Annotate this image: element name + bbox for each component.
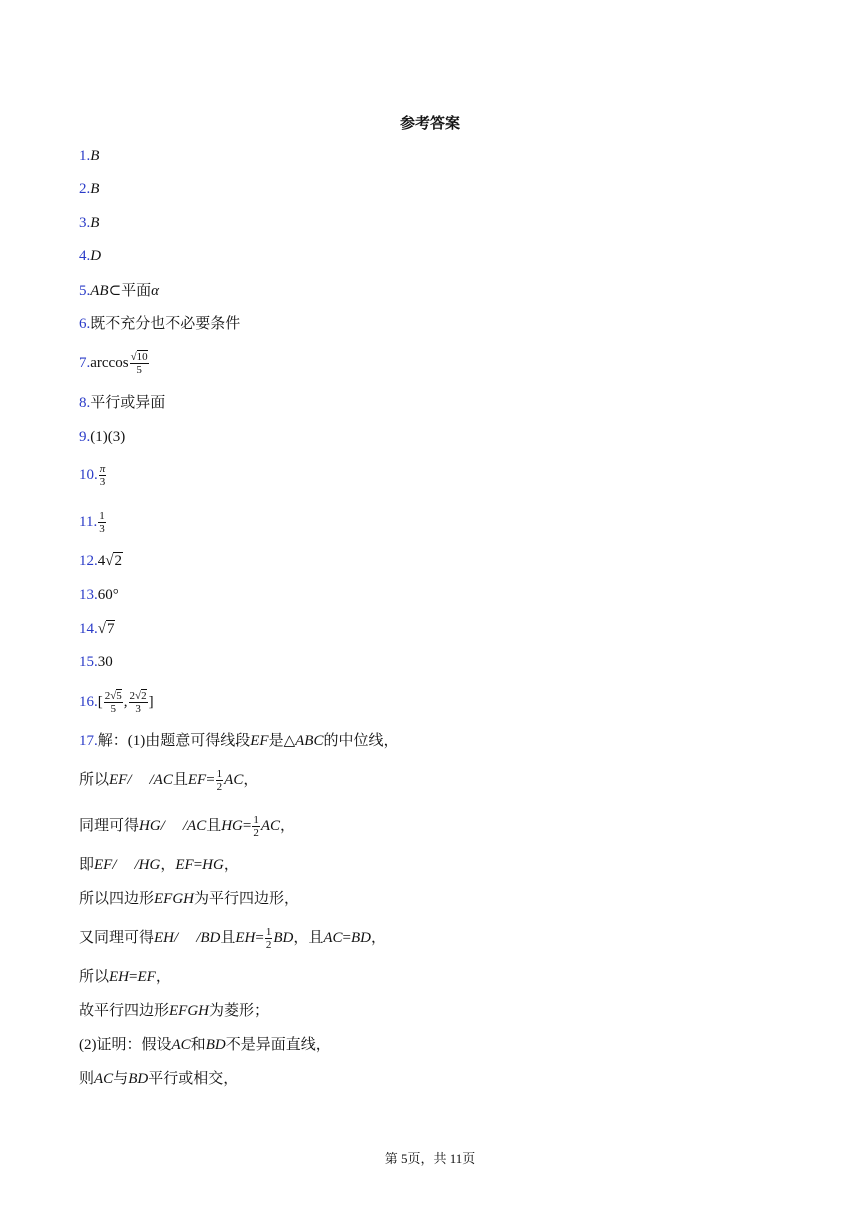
math-var: /BD (196, 930, 221, 946)
answer-16 (79, 686, 154, 718)
fraction-denominator: 3 (135, 702, 141, 715)
fraction (99, 463, 107, 488)
solution-text: 的中位线， (323, 733, 399, 749)
solution-text: 平行或相交， (148, 1071, 239, 1087)
radicand: 5 (116, 689, 122, 702)
math-var: EF (175, 857, 194, 873)
math-var: EF (187, 772, 207, 788)
solution-text: 且 (206, 818, 222, 834)
answer-8 (79, 392, 165, 414)
solution-text: 解：(1)由题意可得线段 (97, 733, 251, 749)
solution-text: 又同理可得 (79, 930, 155, 946)
fraction-denominator: 2 (265, 938, 272, 951)
fraction: $\frac{2√5}{5}$ (104, 689, 122, 715)
math-var: HG (221, 818, 243, 834)
answer-2 (79, 178, 99, 200)
math-var: EFGH (154, 891, 195, 907)
math-var: EF/ (109, 772, 132, 788)
math-var: EH (109, 969, 130, 985)
answer-11 (79, 507, 107, 537)
answer-number: 3. (79, 215, 91, 231)
math-var: /AC (149, 772, 173, 788)
math-var: /AC (182, 818, 207, 834)
answer-14 (79, 618, 115, 640)
answer-number: 15. (79, 654, 98, 670)
answer-var: α (151, 283, 160, 299)
math-var: BD (351, 930, 371, 946)
solution-text: ， (160, 857, 176, 873)
math-var: HG (202, 857, 224, 873)
fraction-numerator: 1 (99, 509, 105, 522)
math-var: EF (137, 969, 156, 985)
math-var: EF (250, 733, 269, 749)
bracket-open: [ (97, 694, 103, 710)
answer-value: 既不充分也不必要条件 (90, 316, 241, 332)
answer-number: 12. (79, 553, 98, 569)
solution-text: 同理可得 (79, 818, 140, 834)
solution-text: 不是异面直线， (225, 1037, 331, 1053)
solution-text: ， (223, 857, 239, 873)
fraction-coef: 2 (104, 689, 111, 702)
answer-value: 60° (97, 587, 119, 603)
answer-6 (79, 313, 240, 335)
solution-text: 为菱形； (209, 1003, 270, 1019)
answer-text: ⊂平面 (108, 283, 152, 299)
math-var: EF/ (94, 857, 117, 873)
answer-number: 8. (79, 395, 91, 411)
solution-text: ， (243, 772, 259, 788)
answer-number: 9. (79, 429, 91, 445)
fraction (216, 768, 224, 793)
page-footer: 第 5页，共 11页 (384, 1151, 476, 1166)
answer-1 (79, 145, 99, 167)
solution-text: ， (155, 969, 171, 985)
fraction-numerator: 1 (253, 813, 259, 826)
equals-sign: = (242, 818, 252, 834)
answer-number: 7. (79, 355, 91, 371)
math-var: BD (128, 1071, 149, 1087)
fraction-numerator: 1 (216, 767, 223, 780)
math-var: BD (205, 1037, 226, 1053)
page-title: 参考答案 (399, 114, 460, 132)
answer-value: B (90, 181, 100, 197)
answer-3 (79, 212, 99, 234)
math-var: EH/ (154, 930, 179, 946)
math-var: AC (94, 1071, 114, 1087)
answer-number: 4. (79, 248, 91, 264)
answer-number: 10. (79, 467, 98, 483)
fraction (98, 510, 106, 535)
math-var: EH (235, 930, 256, 946)
solution-line-5 (79, 888, 299, 910)
solution-text: 即 (79, 857, 95, 873)
separator: , (123, 694, 128, 710)
equals-sign: = (193, 857, 203, 873)
solution-text: 则 (79, 1071, 95, 1087)
answer-number: 6. (79, 316, 91, 332)
answer-value: B (90, 148, 100, 164)
solution-text: ， (280, 818, 296, 834)
solution-line-8 (79, 1000, 269, 1022)
equals-sign: = (206, 772, 215, 788)
solution-text: 且 (172, 772, 188, 788)
solution-text: ， (371, 930, 387, 946)
solution-text: 所以 (79, 969, 110, 985)
math-var: AC (323, 930, 343, 946)
fraction-denominator: 2 (216, 780, 223, 793)
fraction: $\frac{2√2}{3}$ (129, 689, 147, 715)
solution-text: 所以 (79, 772, 110, 788)
math-var: ABC (295, 733, 324, 749)
solution-line-3 (79, 810, 295, 842)
answer-12 (79, 550, 123, 572)
equals-sign: = (255, 930, 264, 946)
solution-line-4 (79, 854, 239, 876)
answer-10 (79, 460, 107, 490)
solution-text: 和 (190, 1037, 206, 1053)
answer-number: 17. (79, 733, 98, 749)
fraction: $\frac{√10}{5}$ (130, 350, 148, 376)
fraction-denominator: 5 (136, 363, 142, 376)
math-var: HG/ (139, 818, 165, 834)
solution-line-1 (79, 730, 398, 752)
solution-text: (2)证明：假设 (79, 1037, 172, 1053)
answer-9 (79, 426, 125, 448)
solution-line-9 (79, 1034, 331, 1056)
answer-number: 1. (79, 148, 91, 164)
math-var: AC (260, 818, 281, 834)
solution-line-6 (79, 922, 386, 954)
answer-value: B (90, 215, 100, 231)
solution-text: 所以四边形 (79, 891, 155, 907)
solution-text: 故平行四边形 (79, 1003, 170, 1019)
fraction-numerator: π (99, 462, 106, 475)
equals-sign: = (342, 930, 351, 946)
answer-number: 11. (79, 514, 98, 530)
bracket-close: ] (148, 694, 154, 710)
answer-5 (79, 280, 159, 302)
solution-text: 与 (113, 1071, 129, 1087)
answer-number: 16. (79, 694, 98, 710)
solution-line-10 (79, 1068, 238, 1090)
math-var: EFGH (169, 1003, 210, 1019)
fraction (252, 814, 260, 839)
answer-4 (79, 245, 101, 267)
answer-number: 14. (79, 621, 98, 637)
fraction-numerator: 1 (265, 925, 272, 938)
fraction-denominator: 3 (99, 522, 105, 535)
solution-text: 是△ (268, 733, 296, 749)
solution-text: 且 (220, 930, 236, 946)
radicand: 2 (141, 689, 147, 702)
math-var: BD (273, 930, 294, 946)
answer-15 (79, 651, 113, 673)
answer-number: 5. (79, 283, 91, 299)
radicand: 7 (106, 621, 115, 637)
solution-text: ，且 (293, 930, 324, 946)
fraction-denominator: 5 (110, 702, 117, 715)
fraction-coef: 2 (129, 689, 136, 702)
radicand: 2 (114, 553, 122, 569)
answer-number: 2. (79, 181, 91, 197)
solution-text: 为平行四边形， (194, 891, 300, 907)
answer-number: 13. (79, 587, 98, 603)
answer-text: arccos (90, 355, 129, 371)
answer-7 (79, 348, 150, 378)
answer-var: AB (90, 283, 109, 299)
fraction-denominator: 2 (253, 826, 259, 839)
math-var: AC (224, 772, 244, 788)
fraction-numerator: 10 (136, 350, 148, 363)
fraction (265, 926, 273, 951)
square-root: √2 (105, 553, 122, 569)
equals-sign: = (129, 969, 138, 985)
math-var: /HG (134, 857, 161, 873)
answer-13 (79, 584, 119, 606)
answer-value: 平行或异面 (90, 395, 166, 411)
math-var: AC (171, 1037, 191, 1053)
answer-text: 4 (97, 553, 106, 569)
solution-line-7 (79, 966, 171, 988)
answer-value: 30 (97, 654, 113, 670)
answer-value: (1)(3) (90, 429, 126, 445)
answer-value: D (90, 248, 102, 264)
solution-line-2 (79, 764, 258, 796)
square-root: √7 (97, 621, 115, 637)
fraction-denominator: 3 (99, 475, 106, 488)
